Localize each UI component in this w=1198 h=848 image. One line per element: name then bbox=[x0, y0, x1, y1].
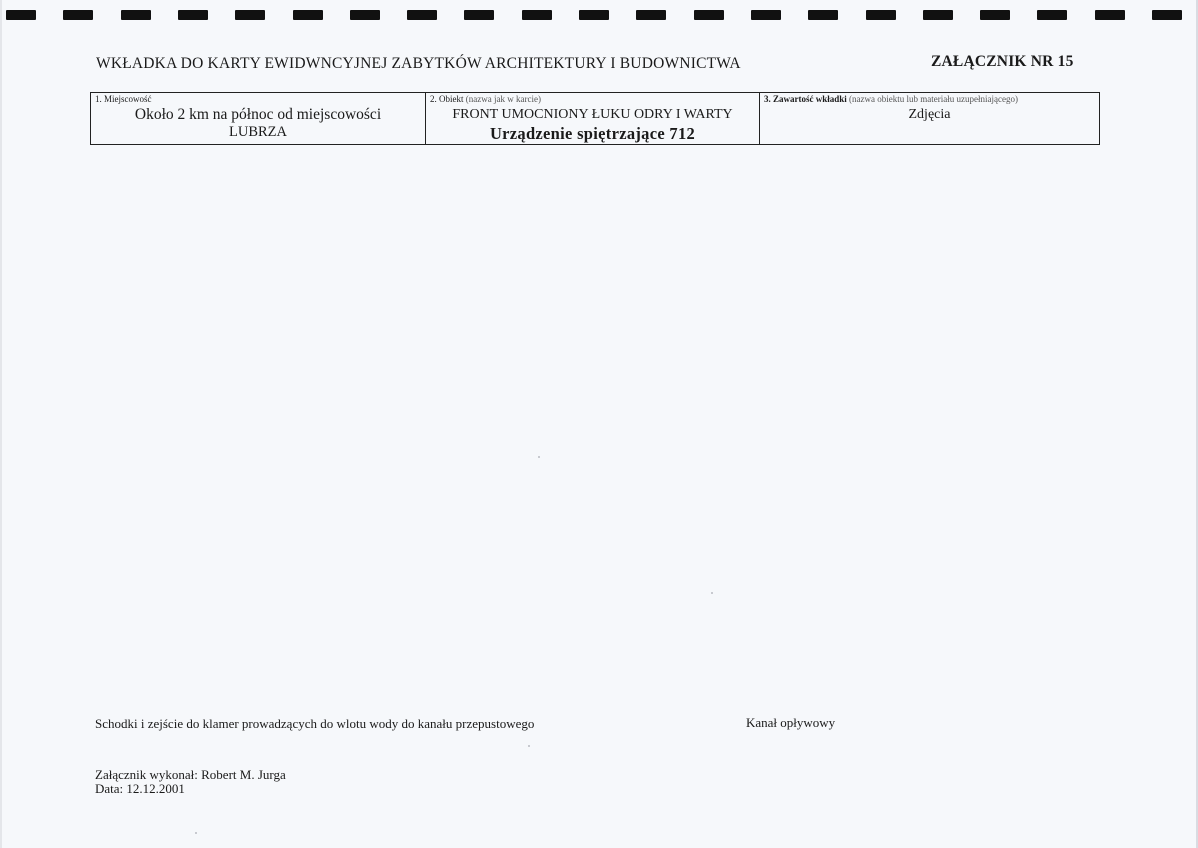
locality-description: Około 2 km na północ od miejscowości bbox=[134, 106, 382, 123]
binding-hole bbox=[866, 10, 896, 20]
object-label-hint: (nazwa jak w karcie) bbox=[465, 94, 541, 104]
object-cell bbox=[425, 93, 759, 144]
photo-caption-left: Schodki i zejście do klamer prowadzących do wlotu wody do kanału przepustowego bbox=[95, 716, 535, 731]
scan-speck bbox=[195, 832, 197, 834]
document-title: WKŁADKA DO KARTY EWIDWNCYJNEJ ZABYTKÓW ARCHITEKTURY I BUDOWNICTWA bbox=[96, 55, 741, 72]
binding-hole bbox=[121, 10, 151, 20]
binding-hole bbox=[178, 10, 208, 20]
binding-hole bbox=[751, 10, 781, 20]
object-name: Urządzenie spiętrzające 712 bbox=[489, 124, 696, 143]
scan-speck bbox=[711, 592, 713, 594]
contents-value bbox=[760, 106, 1099, 123]
object-front-name: FRONT UMOCNIONY ŁUKU ODRY I WARTY bbox=[452, 107, 733, 122]
date-line: Data: 12.12.2001 bbox=[95, 781, 185, 796]
locality-label: 1. Miejscowość bbox=[95, 94, 152, 104]
binding-hole bbox=[923, 10, 953, 20]
binding-hole bbox=[350, 10, 380, 20]
locality-value bbox=[91, 106, 425, 140]
binding-holes-strip bbox=[0, 8, 1198, 22]
binding-hole bbox=[1037, 10, 1067, 20]
binding-hole bbox=[808, 10, 838, 20]
binding-hole bbox=[694, 10, 724, 20]
scan-speck bbox=[528, 745, 530, 747]
locality-cell bbox=[91, 93, 425, 144]
binding-hole bbox=[980, 10, 1010, 20]
scan-speck bbox=[538, 456, 540, 458]
binding-hole bbox=[522, 10, 552, 20]
contents-type: Zdjęcia bbox=[908, 107, 951, 122]
binding-hole bbox=[1152, 10, 1182, 20]
binding-hole bbox=[293, 10, 323, 20]
annex-number: ZAŁĄCZNIK NR 15 bbox=[931, 53, 1074, 70]
binding-hole bbox=[579, 10, 609, 20]
locality-name: LUBRZA bbox=[229, 124, 287, 140]
binding-hole bbox=[235, 10, 265, 20]
object-label: 2. Obiekt (nazwa jak w karcie) bbox=[430, 94, 541, 104]
binding-hole bbox=[464, 10, 494, 20]
binding-hole bbox=[1095, 10, 1125, 20]
binding-hole bbox=[407, 10, 437, 20]
contents-label: 3. Zawartość wkładki (nazwa obiektu lub materiału uzupełniającego) bbox=[764, 94, 1018, 104]
photo-caption-right: Kanał opływowy bbox=[746, 715, 836, 730]
binding-hole bbox=[636, 10, 666, 20]
author-line: Załącznik wykonał: Robert M. Jurga bbox=[95, 767, 286, 782]
object-value bbox=[426, 106, 759, 144]
contents-cell bbox=[759, 93, 1099, 144]
binding-hole bbox=[63, 10, 93, 20]
binding-hole bbox=[6, 10, 36, 20]
info-table bbox=[90, 92, 1100, 145]
contents-label-hint: (nazwa obiektu lub materiału uzupełniającego) bbox=[849, 94, 1018, 104]
